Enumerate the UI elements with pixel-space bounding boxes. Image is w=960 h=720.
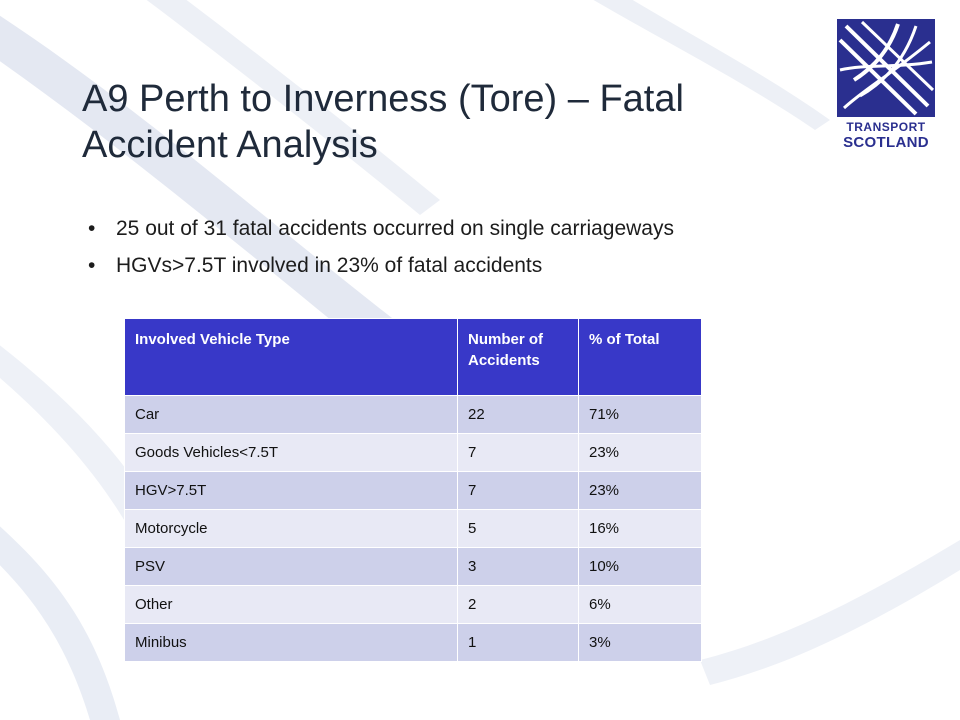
vehicle-type-table	[124, 318, 702, 662]
transport-scotland-logo	[836, 18, 936, 152]
logo-text-scotland: SCOTLAND	[843, 134, 929, 151]
cell-percent: 71%	[579, 396, 702, 434]
cell-percent: 23%	[579, 472, 702, 510]
cell-vehicle-type: Car	[125, 396, 458, 434]
cell-vehicle-type: Other	[125, 586, 458, 624]
cell-number: 7	[458, 434, 579, 472]
cell-number: 5	[458, 510, 579, 548]
slide-title-line-2: Accident Analysis	[82, 124, 378, 166]
bullet-list	[88, 214, 674, 288]
table-row	[125, 472, 702, 510]
bullet-item: • HGVs>7.5T involved in 23% of fatal accidents	[88, 251, 674, 288]
cell-percent: 16%	[579, 510, 702, 548]
cell-number: 7	[458, 472, 579, 510]
column-header-number-of-accidents: Number of Accidents	[458, 319, 579, 396]
cell-percent: 3%	[579, 624, 702, 662]
cell-number: 1	[458, 624, 579, 662]
cell-percent: 10%	[579, 548, 702, 586]
table-row	[125, 548, 702, 586]
cell-vehicle-type: PSV	[125, 548, 458, 586]
table-row	[125, 510, 702, 548]
cell-vehicle-type: Goods Vehicles<7.5T	[125, 434, 458, 472]
cell-number: 3	[458, 548, 579, 586]
table-header-row	[125, 319, 702, 396]
bullet-item: • 25 out of 31 fatal accidents occurred on single carriageways	[88, 214, 674, 251]
slide-title	[82, 76, 822, 168]
cell-number: 22	[458, 396, 579, 434]
table-row	[125, 624, 702, 662]
cell-vehicle-type: HGV>7.5T	[125, 472, 458, 510]
slide-title-line-1: A9 Perth to Inverness (Tore) – Fatal	[82, 78, 684, 120]
cell-vehicle-type: Minibus	[125, 624, 458, 662]
column-header-vehicle-type: Involved Vehicle Type	[125, 319, 458, 396]
table-row	[125, 434, 702, 472]
cell-vehicle-type: Motorcycle	[125, 510, 458, 548]
logo-text-transport: TRANSPORT	[846, 120, 926, 134]
cell-percent: 23%	[579, 434, 702, 472]
cell-percent: 6%	[579, 586, 702, 624]
cell-number: 2	[458, 586, 579, 624]
table-row	[125, 396, 702, 434]
table-row	[125, 586, 702, 624]
road-interchange-icon	[836, 18, 936, 118]
column-header-percent-of-total: % of Total	[579, 319, 702, 396]
